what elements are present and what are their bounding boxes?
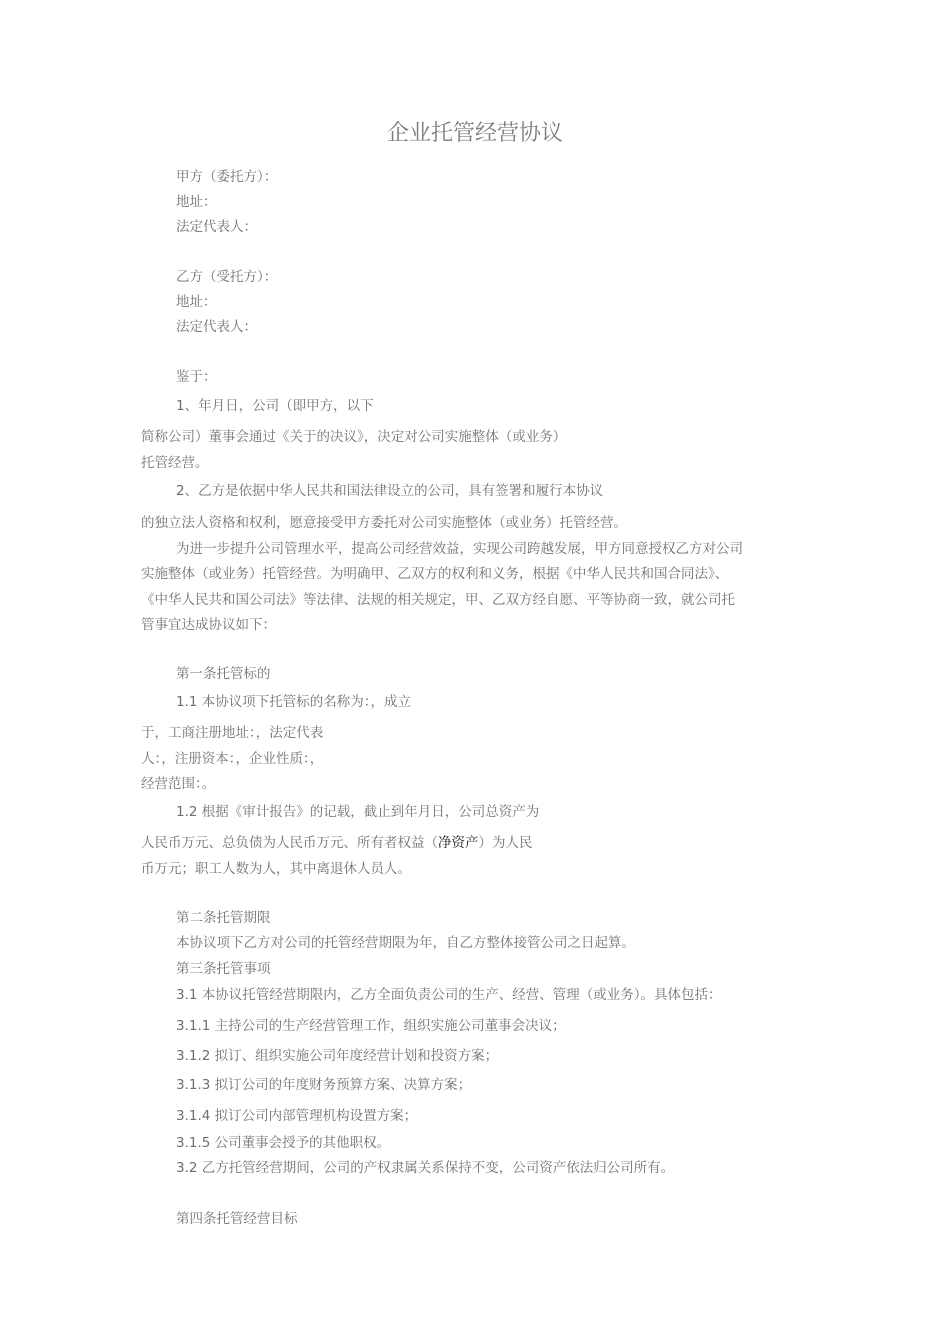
clause-1-1-line4: 经营范围：。 — [141, 776, 216, 792]
party-a-legal-rep: 法定代表人： — [176, 219, 257, 235]
party-b-legal-rep: 法定代表人： — [176, 319, 257, 335]
clause-3-1-5: 3.1.5 公司董事会授予的其他职权。 — [176, 1135, 391, 1151]
clause-3-1-1: 3.1.1 主持公司的生产经营管理工作，组织实施公司董事会决议； — [176, 1018, 566, 1034]
article4-heading: 第四条托管经营目标 — [176, 1211, 298, 1227]
clause-3-1-3: 3.1.3 拟订公司的年度财务预算方案、决算方案； — [176, 1077, 472, 1093]
party-a-label: 甲方（委托方）： — [176, 169, 278, 185]
whereas-item1-line3: 托管经营。 — [141, 455, 209, 471]
party-b-label: 乙方（受托方）： — [176, 269, 278, 285]
article2-heading: 第二条托管期限 — [176, 910, 271, 926]
document-title: 企业托管经营协议 — [386, 121, 563, 146]
article1-heading: 第一条托管标的 — [176, 666, 271, 682]
net-assets-term: 净资产 — [438, 835, 479, 851]
clause-1-2-line2-end: ）为人民 — [478, 835, 533, 851]
whereas-item2-line2: 的独立法人资格和权利，愿意接受甲方委托对公司实施整体（或业务）托管经营。 — [141, 515, 627, 531]
clause-1-2-line2-start: 人民币万元、总负债为人民币万元、所有者权益（ — [141, 835, 438, 851]
clause-1-2-line3: 币万元；职工人数为人，其中离退休人员人。 — [141, 861, 411, 877]
clause-3-1: 3.1 本协议托管经营期限内，乙方全面负责公司的生产、经营、管理（或业务）。具体包括： — [176, 987, 722, 1003]
clause-3-1-4: 3.1.4 拟订公司内部管理机构设置方案； — [176, 1108, 418, 1124]
whereas-item1-line2: 简称公司）董事会通过《关于的决议》，决定对公司实施整体（或业务） — [141, 429, 567, 445]
clause-1-2-line1: 1.2 根据《审计报告》的记载，截止到年月日，公司总资产为 — [176, 804, 540, 820]
clause-1-2-line2 — [141, 834, 533, 852]
preamble-line1: 为进一步提升公司管理水平，提高公司经营效益，实现公司跨越发展，甲方同意授权乙方对公司 — [176, 541, 743, 557]
party-b-address: 地址： — [176, 294, 217, 310]
clause-1-1-line2: 于，工商注册地址：，法定代表 — [141, 725, 324, 741]
clause-1-1-line1: 1.1 本协议项下托管标的名称为：，成立 — [176, 694, 412, 710]
whereas-item1-line1: 1、年月日，公司（即甲方，以下 — [176, 398, 374, 414]
whereas-heading: 鉴于： — [176, 369, 217, 385]
article3-heading: 第三条托管事项 — [176, 961, 271, 977]
party-a-address: 地址： — [176, 194, 217, 210]
clause-3-2: 3.2 乙方托管经营期间，公司的产权隶属关系保持不变，公司资产依法归公司所有。 — [176, 1160, 675, 1176]
preamble-line3: 《中华人民共和国公司法》等法律、法规的相关规定，甲、乙双方经自愿、平等协商一致，就公司托 — [141, 592, 735, 608]
preamble-line2: 实施整体（或业务）托管经营。为明确甲、乙双方的权利和义务，根据《中华人民共和国合同法》、 — [141, 566, 729, 582]
preamble-line4: 管事宜达成协议如下： — [141, 617, 276, 633]
article2-body: 本协议项下乙方对公司的托管经营期限为年，自乙方整体接管公司之日起算。 — [176, 935, 635, 951]
clause-1-1-line3: 人：，注册资本：，企业性质：， — [141, 751, 324, 767]
whereas-item2-line1: 2、乙方是依据中华人民共和国法律设立的公司，具有签署和履行本协议 — [176, 483, 604, 499]
clause-3-1-2: 3.1.2 拟订、组织实施公司年度经营计划和投资方案； — [176, 1048, 499, 1064]
